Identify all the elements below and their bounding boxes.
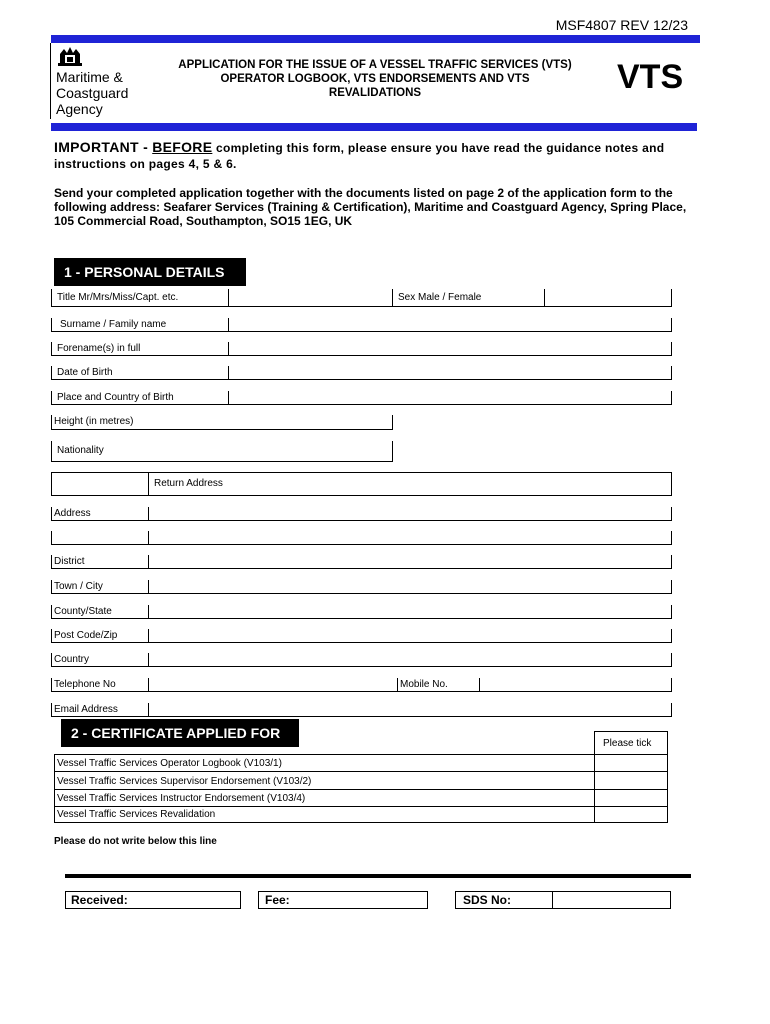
- important-rest: completing this form, please ensure you have read the guidance notes and: [212, 141, 665, 155]
- section-1-heading: [54, 258, 246, 286]
- nationality-input[interactable]: [120, 441, 391, 461]
- county-input[interactable]: [149, 605, 670, 618]
- mobile-input[interactable]: [480, 678, 670, 691]
- sex-label: Sex Male / Female: [398, 292, 482, 303]
- logo-divider: [50, 43, 51, 119]
- forename-label: Forename(s) in full: [57, 343, 141, 354]
- section-2-heading-text: 2 - CERTIFICATE APPLIED FOR: [71, 725, 281, 741]
- title-line-1: APPLICATION FOR THE ISSUE OF A VESSEL TRAFFIC SERVICES (VTS): [178, 59, 572, 71]
- title-line-2: OPERATOR LOGBOOK, VTS ENDORSEMENTS AND VTS: [220, 73, 530, 85]
- nationality-label: Nationality: [57, 445, 104, 456]
- address-label: Address: [54, 508, 91, 519]
- agency-line-3: Agency: [56, 101, 103, 117]
- county-label: County/State: [54, 606, 112, 617]
- important-line-2: instructions on pages 4, 5 & 6.: [54, 157, 237, 171]
- certificate-row-3-tick[interactable]: [595, 790, 667, 806]
- postcode-input[interactable]: [149, 629, 670, 642]
- sds-label: SDS No:: [463, 893, 511, 907]
- office-divider: [65, 874, 691, 878]
- royal-crest-icon: [56, 45, 84, 67]
- place-of-birth-input[interactable]: [229, 391, 670, 404]
- send-line-2: following address: Seafarer Services (Training & Certification), Maritime and Coastguard Agency, Spring Place,: [54, 200, 687, 214]
- surname-input[interactable]: [229, 318, 670, 331]
- certificate-row-2: Vessel Traffic Services Supervisor Endorsement (V103/2): [57, 776, 312, 787]
- dob-label: Date of Birth: [57, 367, 113, 378]
- important-notice: [54, 139, 724, 172]
- address-input[interactable]: [149, 507, 670, 520]
- mobile-label: Mobile No.: [400, 679, 448, 690]
- certificate-row-1-tick[interactable]: [595, 755, 667, 771]
- bottom-blue-bar: [51, 123, 697, 131]
- tick-header: Please tick: [603, 738, 652, 749]
- important-before: BEFORE: [152, 139, 213, 155]
- office-note: Please do not write below this line: [54, 836, 217, 847]
- sex-input[interactable]: [545, 289, 670, 305]
- section-2-heading: [61, 719, 299, 747]
- certificate-row-4: Vessel Traffic Services Revalidation: [57, 809, 216, 820]
- title-label: Title Mr/Mrs/Miss/Capt. etc.: [57, 292, 179, 303]
- agency-line-2: Coastguard: [56, 85, 129, 101]
- surname-label: Surname / Family name: [60, 319, 167, 330]
- district-input[interactable]: [149, 555, 670, 568]
- email-input[interactable]: [149, 703, 670, 716]
- send-line-1: Send your completed application together with the documents listed on page 2 of the application form to the: [54, 186, 673, 200]
- country-label: Country: [54, 654, 90, 665]
- telephone-label: Telephone No: [54, 679, 116, 690]
- important-lead: IMPORTANT -: [54, 139, 153, 155]
- postcode-label: Post Code/Zip: [54, 630, 118, 641]
- telephone-input[interactable]: [149, 678, 396, 691]
- received-label: Received:: [71, 893, 128, 907]
- section-1-heading-text: 1 - PERSONAL DETAILS: [64, 264, 225, 280]
- vts-badge: VTS: [617, 58, 684, 96]
- agency-name: [56, 69, 128, 117]
- town-label: Town / City: [54, 581, 103, 592]
- title-input[interactable]: [229, 289, 391, 305]
- form-code: MSF4807 REV 12/23: [555, 17, 688, 33]
- forename-input[interactable]: [229, 342, 670, 355]
- fee-label: Fee:: [265, 893, 290, 907]
- top-blue-bar: [51, 35, 700, 43]
- title-line-3: REVALIDATIONS: [328, 87, 422, 99]
- dob-input[interactable]: [229, 366, 670, 379]
- district-label: District: [54, 556, 85, 567]
- address-line-2-input[interactable]: [149, 531, 670, 544]
- agency-line-1: Maritime &: [56, 69, 123, 85]
- town-input[interactable]: [149, 580, 670, 593]
- send-line-3: 105 Commercial Road, Southampton, SO15 1EG, UK: [54, 214, 353, 228]
- send-instructions: [54, 186, 734, 228]
- certificate-row-3: Vessel Traffic Services Instructor Endorsement (V103/4): [57, 793, 306, 804]
- height-label: Height (in metres): [54, 416, 134, 427]
- certificate-row-2-tick[interactable]: [595, 772, 667, 789]
- return-address-label: Return Address: [154, 478, 223, 489]
- height-input[interactable]: [140, 415, 391, 429]
- email-label: Email Address: [54, 704, 118, 715]
- place-of-birth-label: Place and Country of Birth: [57, 392, 174, 403]
- certificate-row-1: Vessel Traffic Services Operator Logbook (V103/1): [57, 758, 282, 769]
- country-input[interactable]: [149, 653, 670, 666]
- form-title: [140, 58, 610, 100]
- return-address-box: [51, 472, 672, 496]
- certificate-row-4-tick[interactable]: [595, 807, 667, 822]
